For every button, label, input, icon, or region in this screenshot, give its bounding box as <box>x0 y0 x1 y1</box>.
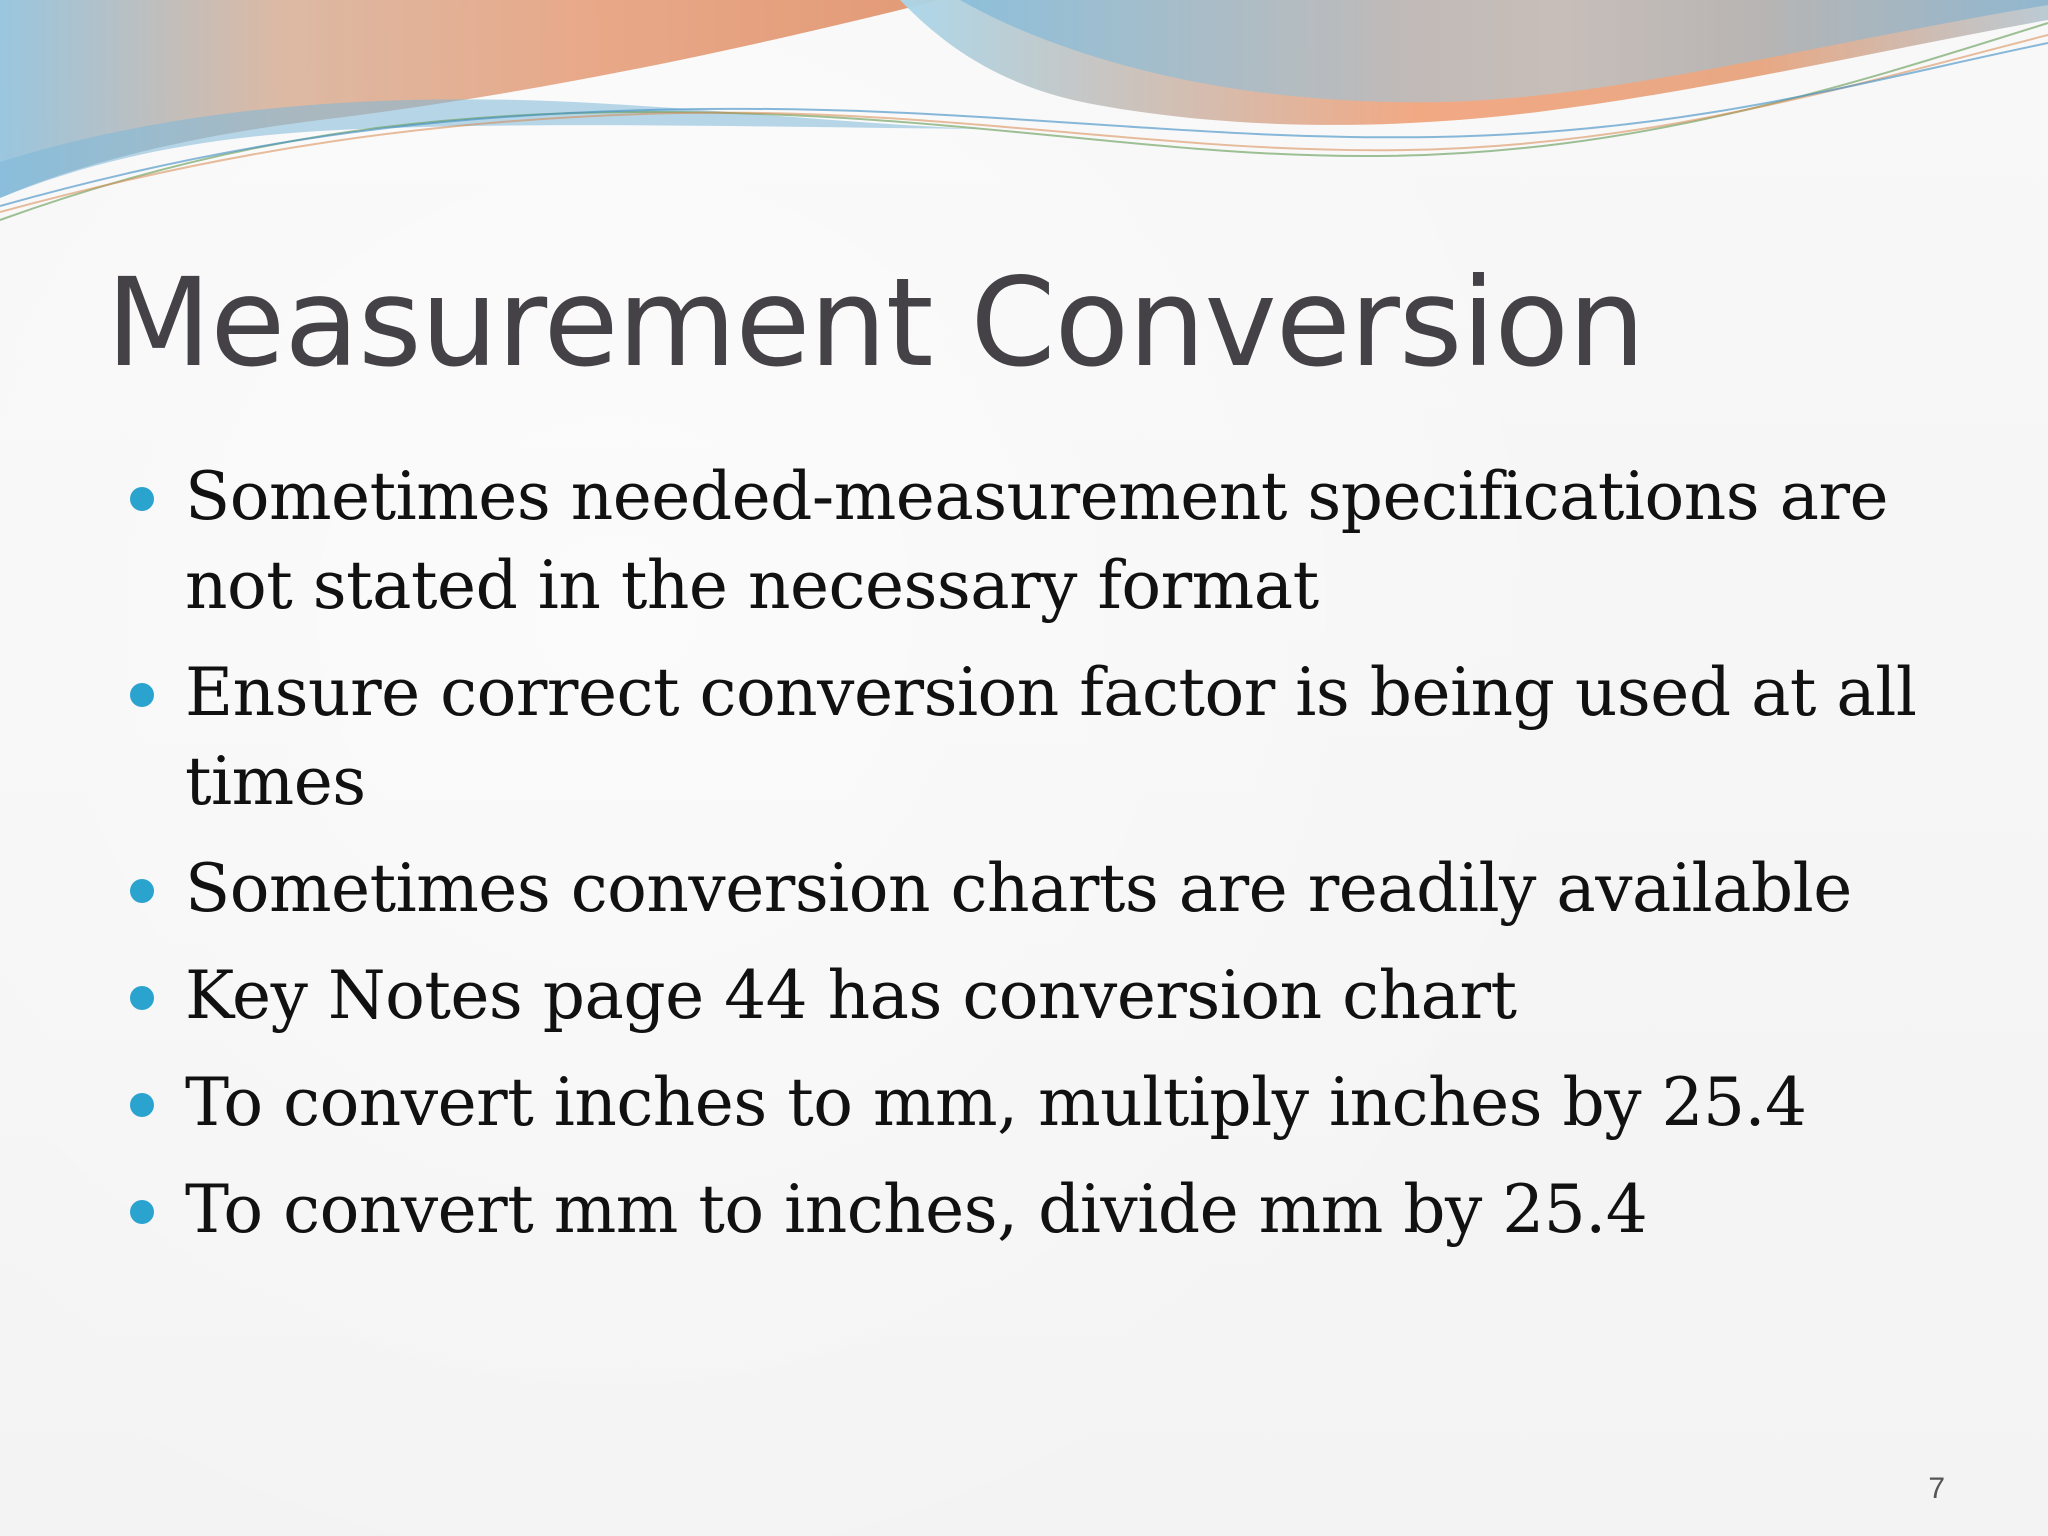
page-number: 7 <box>1928 1472 1945 1505</box>
bullet-text: To convert inches to mm, multiply inches by 25.4 <box>185 1064 1807 1141</box>
bullet-text: To convert mm to inches, divide mm by 25.4 <box>185 1171 1648 1248</box>
bullet-icon <box>130 986 154 1010</box>
decorative-header-waves <box>0 0 2048 240</box>
bullet-item <box>130 844 1930 933</box>
bullet-icon <box>130 683 154 707</box>
bullet-text: Key Notes page 44 has conversion chart <box>185 957 1517 1034</box>
bullet-list <box>130 452 1930 1272</box>
bullet-item <box>130 1058 1930 1147</box>
bullet-icon <box>130 487 154 511</box>
bullet-text: Ensure correct conversion factor is being used at all times <box>185 654 1917 820</box>
bullet-item <box>130 1165 1930 1254</box>
bullet-item <box>130 951 1930 1040</box>
bullet-icon <box>130 1093 154 1117</box>
bullet-item <box>130 648 1930 826</box>
slide-title: Measurement Conversion <box>106 252 1645 394</box>
bullet-text: Sometimes conversion charts are readily available <box>185 850 1852 927</box>
bullet-item <box>130 452 1930 630</box>
bullet-icon <box>130 1200 154 1224</box>
bullet-text: Sometimes needed-measurement specifications are not stated in the necessary format <box>185 458 1889 624</box>
bullet-icon <box>130 879 154 903</box>
